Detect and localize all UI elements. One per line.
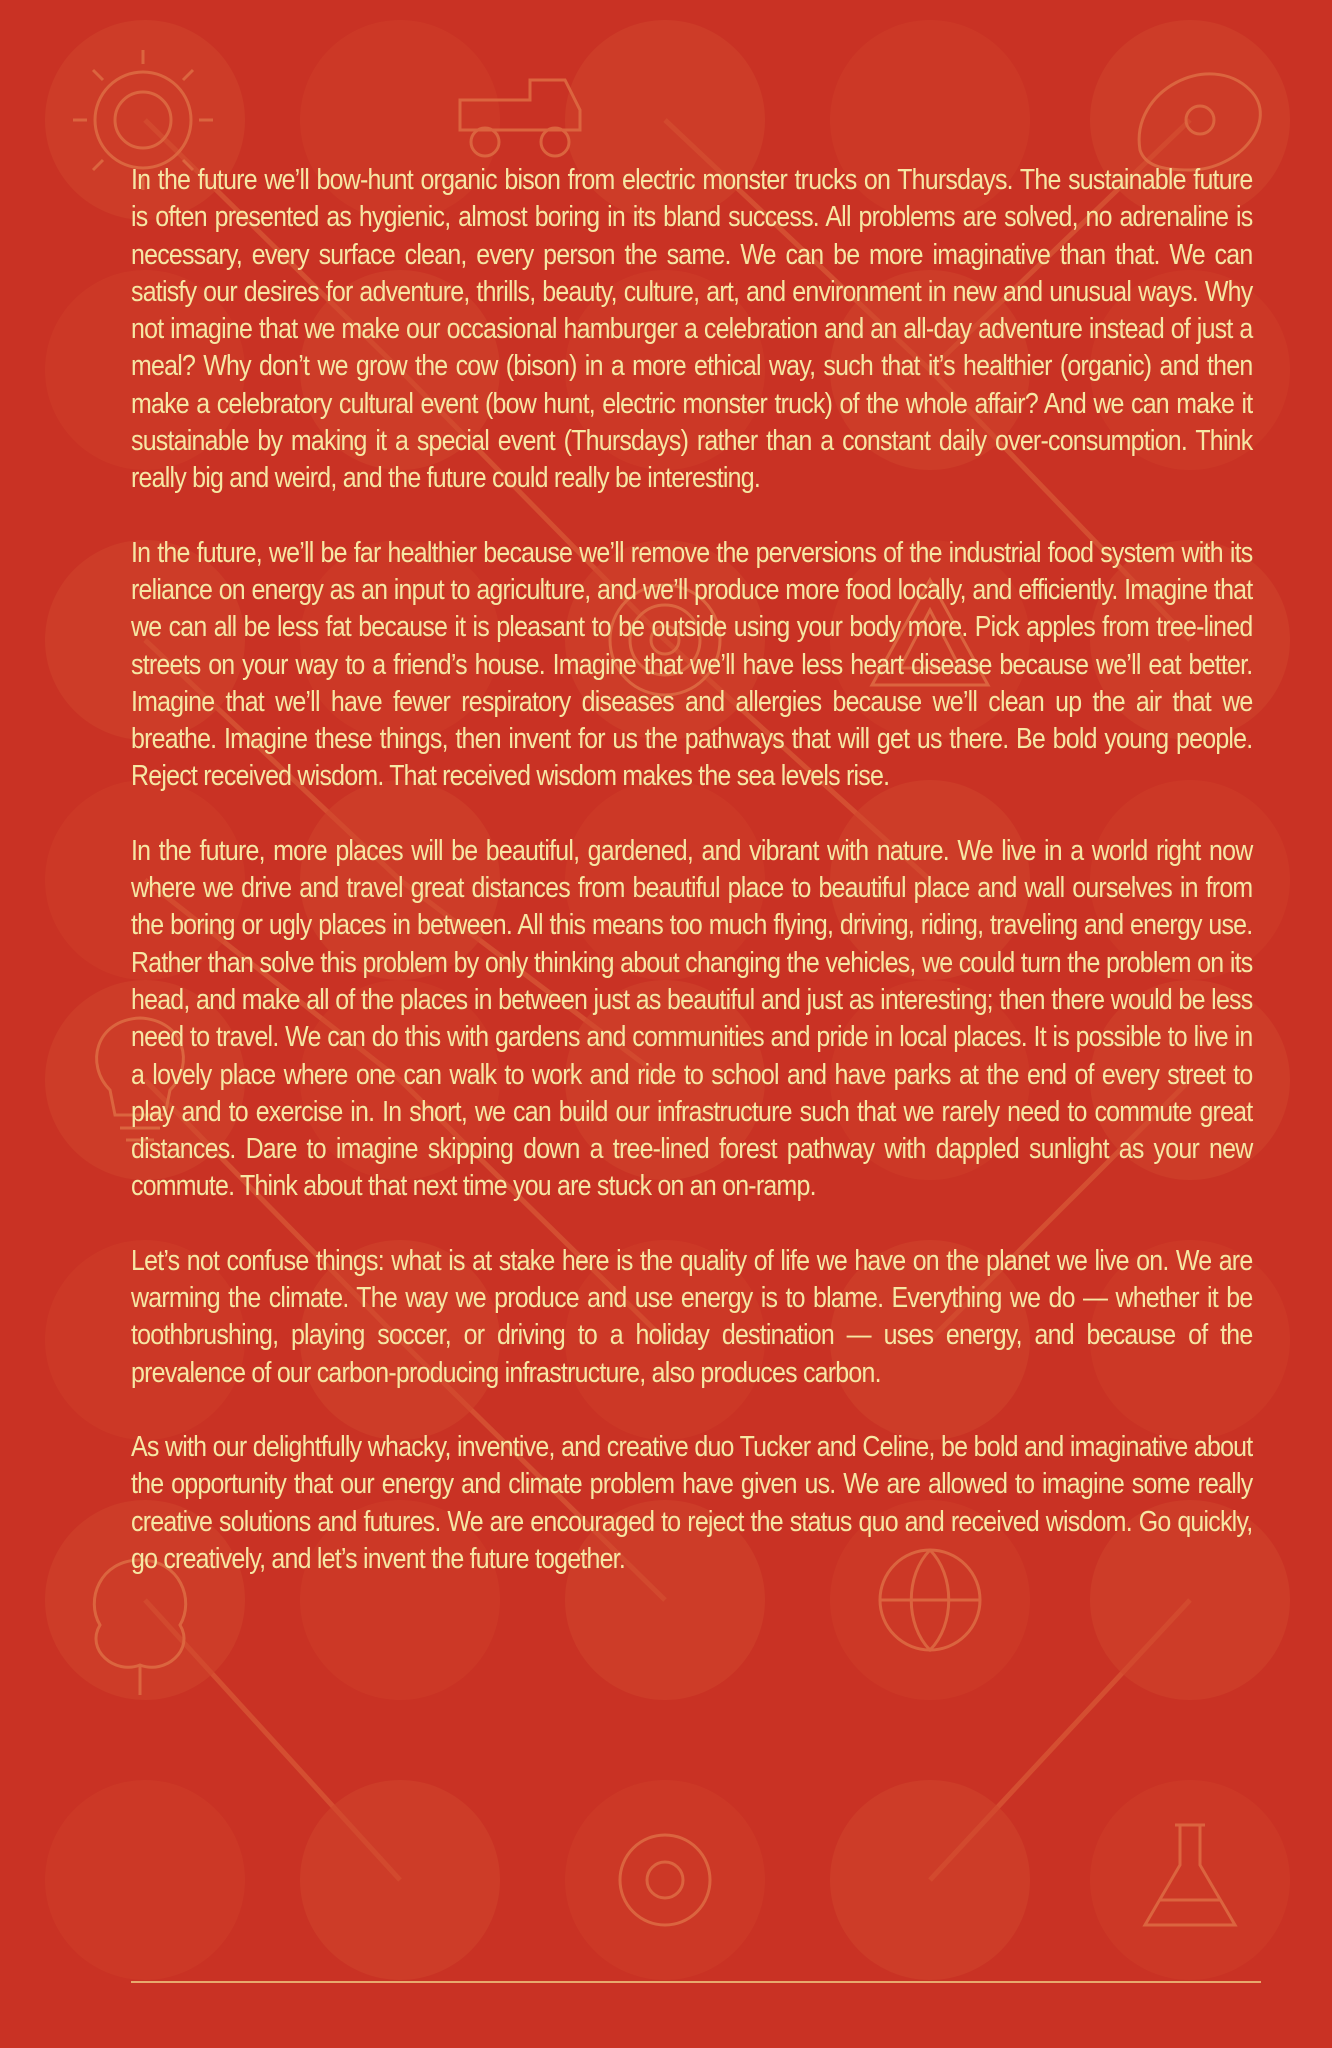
- paragraph-3: In the future, more places will be beautiful, gardened, and vibrant with nature. We live in a world right now where we drive and travel great distances from beautiful place to beautiful place and wall ourselves in from the boring or ugly places in between. All this means too much flying, driving, riding, traveling and energy use. Rather than solve this problem by only thinking about changing the vehicles, we could turn the problem on its head, and make all of the places in between just as beautiful and just as interesting; then there would be less need to travel. We can do this with gardens and communities and pride in local places. It is possible to live in a lovely place where one can walk to work and ride to school and have parks at the end of every street to play and to exercise in. In short, we can build our infrastructure such that we rarely need to commute great distances. Dare to imagine skipping down a tree-lined forest pathway with dappled sunlight as your new commute. Think about that next time you are stuck on an on-ramp.: [131, 834, 1253, 1203]
- paragraph-2: In the future, we’ll be far healthier because we’ll remove the perversions of the industrial food system with its reliance on energy as an input to agriculture, and we’ll produce more food locally, and efficiently. Imagine that we can all be less fat because it is pleasant to be outside using your body more. Pick apples from tree-lined streets on your way to a friend’s house. Imagine that we’ll have less heart disease because we’ll eat better. Imagine that we’ll have fewer respiratory diseases and allergies because we’ll clean up the air that we breathe. Imagine these things, then invent for us the pathways that will get us there. Be bold young people. Reject received wisdom. That received wisdom makes the sea levels rise.: [131, 536, 1253, 793]
- paragraph-5: As with our delightfully whacky, inventive, and creative duo Tucker and Celine, be bold and imaginative about the opportunity that our energy and climate problem have given us. We are allowed to imagine some really creative solutions and futures. We are encouraged to reject the status quo and received wisdom. Go quickly, go creatively, and let’s invent the future together.: [131, 1430, 1253, 1575]
- paragraph-1: In the future we’ll bow-hunt organic bison from electric monster trucks on Thursdays. The sustainable future is often presented as hygienic, almost boring in its bland success. All problems are solved, no adrenaline is necessary, every surface clean, every person the same. We can be more imaginative than that. We can satisfy our desires for adventure, thrills, beauty, culture, art, and environment in new and unusual ways. Why not imagine that we make our occasional hamburger a celebration and an all-day adventure instead of just a meal? Why don’t we grow the cow (bison) in a more ethical way, such that it’s healthier (organic) and then make a celebratory cultural event (bow hunt, electric monster truck) of the whole affair? And we can make it sustainable by making it a special event (Thursdays) rather than a constant daily over-consumption. Think really big and weird, and the future could really be interesting.: [131, 164, 1253, 495]
- pattern-circle: [45, 1780, 245, 1980]
- paragraph-4: Let’s not confuse things: what is at stake here is the quality of life we have on the planet we live on. We are warming the climate. The way we produce and use energy is to blame. Everything we do — whether it be toothbrushing, playing soccer, or driving to a holiday destination — uses energy, and because of the prevalence of our carbon-producing infrastructure, also produces carbon.: [131, 1244, 1253, 1389]
- body-text: [131, 162, 1252, 1615]
- pattern-circle: [1090, 1780, 1290, 1980]
- pattern-circle: [300, 1780, 500, 1980]
- pattern-circle: [830, 1780, 1030, 1980]
- pattern-circle: [565, 1780, 765, 1980]
- footer-rule: [131, 1981, 1261, 1983]
